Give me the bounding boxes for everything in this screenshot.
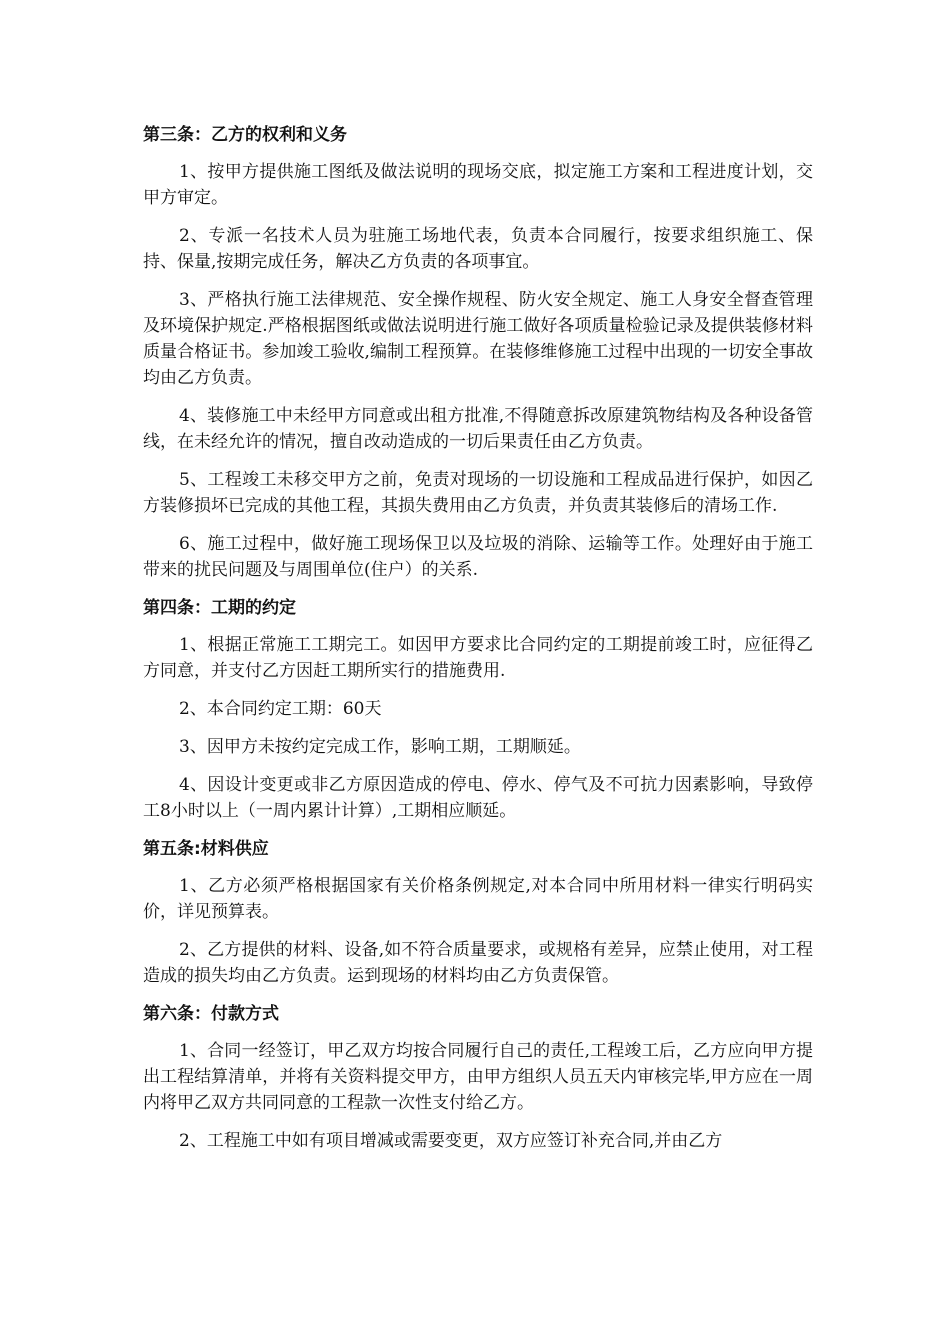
section-5 bbox=[143, 836, 813, 989]
clause-paragraph: 1、乙方必须严格根据国家有关价格条例规定,对本合同中所用材料一律实行明码实价，详见预算表。 bbox=[143, 876, 813, 922]
clause-paragraph: 4、因设计变更或非乙方原因造成的停电、停水、停气及不可抗力因素影响，导致停工8小时以上（一周内累计计算）,工期相应顺延。 bbox=[143, 775, 813, 821]
clause-paragraph: 2、本合同约定工期：60天 bbox=[179, 699, 382, 719]
clause-paragraph: 4、装修施工中未经甲方同意或出租方批准,不得随意拆改原建筑物结构及各种设备管线，在未经允许的情况，擅自改动造成的一切后果责任由乙方负责。 bbox=[143, 406, 813, 452]
clause-paragraph: 2、乙方提供的材料、设备,如不符合质量要求，或规格有差异，应禁止使用，对工程造成的损失均由乙方负责。运到现场的材料均由乙方负责保管。 bbox=[143, 940, 813, 986]
clause-paragraph: 1、合同一经签订，甲乙双方均按合同履行自己的责任,工程竣工后，乙方应向甲方提出工程结算清单，并将有关资料提交甲方，由甲方组织人员五天内审核完毕,甲方应在一周内将甲乙双方共同同意的工程款一次性支付给乙方。 bbox=[143, 1041, 813, 1113]
section-heading: 第三条：乙方的权利和义务 bbox=[143, 125, 347, 145]
clause-paragraph: 3、因甲方未按约定完成工作，影响工期，工期顺延。 bbox=[179, 737, 581, 757]
section-6 bbox=[143, 1001, 813, 1154]
section-heading: 第五条:材料供应 bbox=[143, 839, 269, 859]
clause-paragraph: 3、严格执行施工法律规范、安全操作规程、防火安全规定、施工人身安全督查管理及环境保护规定.严格根据图纸或做法说明进行施工做好各项质量检验记录及提供装修材料质量合格证书。参加竣工验收,编制工程预算。在装修维修施工过程中出现的一切安全事故均由乙方负责。 bbox=[143, 290, 813, 388]
clause-paragraph: 5、工程竣工未移交甲方之前，免责对现场的一切设施和工程成品进行保护，如因乙方装修损坏已完成的其他工程，其损失费用由乙方负责，并负责其装修后的清场工作. bbox=[143, 470, 813, 516]
clause-paragraph: 1、按甲方提供施工图纸及做法说明的现场交底，拟定施工方案和工程进度计划，交甲方审定。 bbox=[143, 162, 813, 208]
section-4 bbox=[143, 595, 813, 824]
section-heading: 第六条：付款方式 bbox=[143, 1004, 279, 1024]
clause-paragraph: 2、专派一名技术人员为驻施工场地代表，负责本合同履行，按要求组织施工、保持、保量,按期完成任务，解决乙方负责的各项事宜。 bbox=[143, 226, 813, 272]
clause-paragraph: 6、施工过程中，做好施工现场保卫以及垃圾的消除、运输等工作。处理好由于施工带来的扰民问题及与周围单位(住户）的关系. bbox=[143, 534, 813, 580]
document-body bbox=[143, 122, 813, 1166]
clause-paragraph: 2、工程施工中如有项目增减或需要变更，双方应签订补充合同,并由乙方 bbox=[179, 1131, 723, 1151]
clause-paragraph: 1、根据正常施工工期完工。如因甲方要求比合同约定的工期提前竣工时，应征得乙方同意，并支付乙方因赶工期所实行的措施费用. bbox=[143, 635, 813, 681]
section-3 bbox=[143, 122, 813, 583]
section-heading: 第四条：工期的约定 bbox=[143, 598, 296, 618]
